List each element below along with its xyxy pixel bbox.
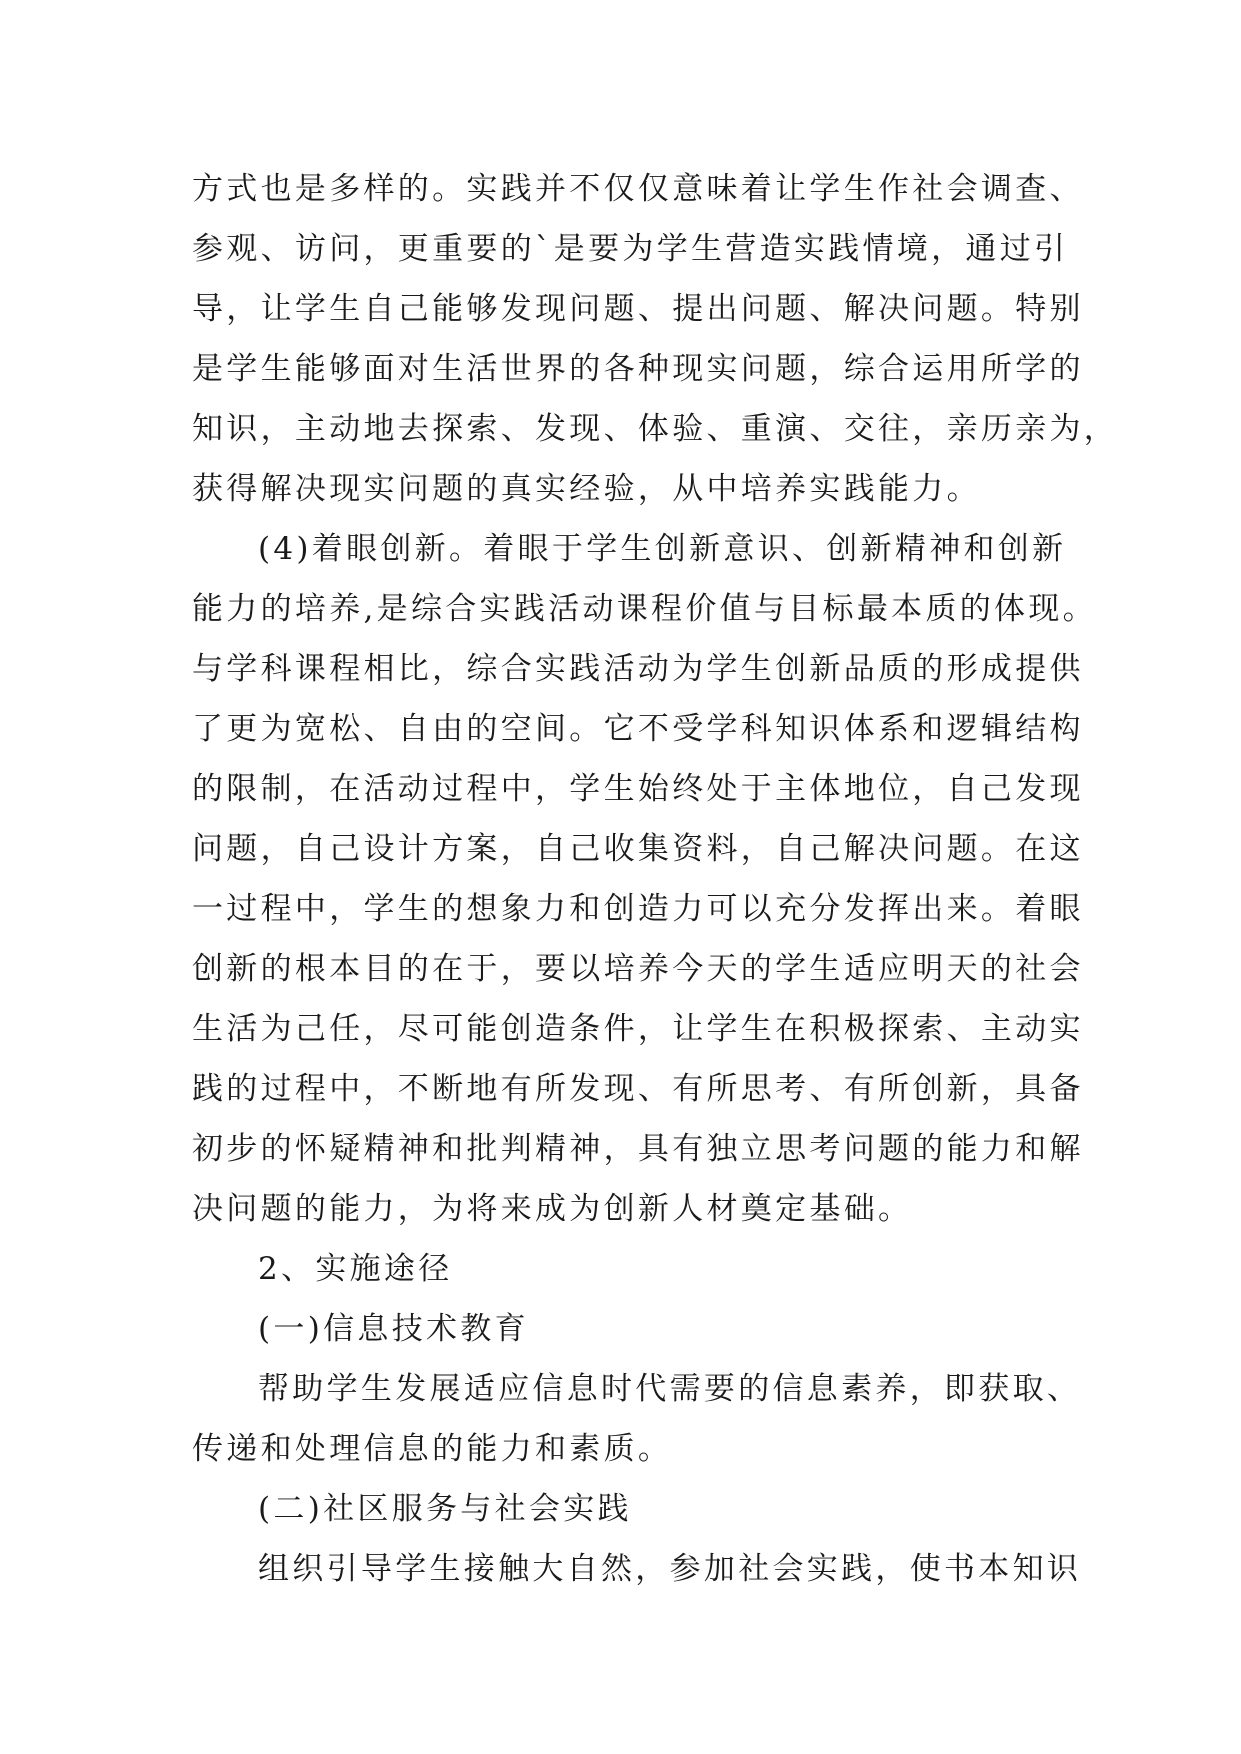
- text-line: 组织引导学生接触大自然，参加社会实践，使书本知识: [258, 1551, 1082, 1587]
- text-line: 是学生能够面对生活世界的各种现实问题，综合运用所学的: [192, 351, 1084, 387]
- text-line: 能力的培养,是综合实践活动课程价值与目标最本质的体现。: [192, 591, 1097, 627]
- text-line: 创新的根本目的在于，要以培养今天的学生适应明天的社会: [192, 951, 1084, 987]
- text-line: 与学科课程相比，综合实践活动为学生创新品质的形成提供: [192, 651, 1084, 687]
- text-line: 传递和处理信息的能力和素质。: [192, 1431, 673, 1467]
- text-line: 导，让学生自己能够发现问题、提出问题、解决问题。特别: [192, 291, 1084, 327]
- text-line: 参观、访问，更重要的`是要为学生营造实践情境，通过引: [192, 231, 1069, 267]
- subsection-heading: (一)信息技术教育: [258, 1311, 529, 1347]
- text-line: 问题，自己设计方案，自己收集资料，自己解决问题。在这: [192, 831, 1084, 867]
- text-line: 获得解决现实问题的真实经验，从中培养实践能力。: [192, 471, 981, 507]
- text-line: 初步的怀疑精神和批判精神，具有独立思考问题的能力和解: [192, 1131, 1084, 1167]
- text-line: 一过程中，学生的想象力和创造力可以充分发挥出来。着眼: [192, 891, 1084, 927]
- text-line: 决问题的能力，为将来成为创新人材奠定基础。: [192, 1191, 913, 1227]
- text-line: (4)着眼创新。着眼于学生创新意识、创新精神和创新: [258, 531, 1067, 567]
- text-line: 了更为宽松、自由的空间。它不受学科知识体系和逻辑结构: [192, 711, 1084, 747]
- text-line: 方式也是多样的。实践并不仅仅意味着让学生作社会调查、: [192, 171, 1084, 207]
- subsection-heading: (二)社区服务与社会实践: [258, 1491, 632, 1527]
- text-line: 践的过程中，不断地有所发现、有所思考、有所创新，具备: [192, 1071, 1084, 1107]
- text-line: 生活为己任，尽可能创造条件，让学生在积极探索、主动实: [192, 1011, 1084, 1047]
- text-line: 知识，主动地去探索、发现、体验、重演、交往，亲历亲为，: [192, 411, 1119, 447]
- text-line: 帮助学生发展适应信息时代需要的信息素养，即获取、: [258, 1371, 1082, 1407]
- text-line: 的限制，在活动过程中，学生始终处于主体地位，自己发现: [192, 771, 1084, 807]
- section-heading: 2、实施途径: [258, 1251, 453, 1287]
